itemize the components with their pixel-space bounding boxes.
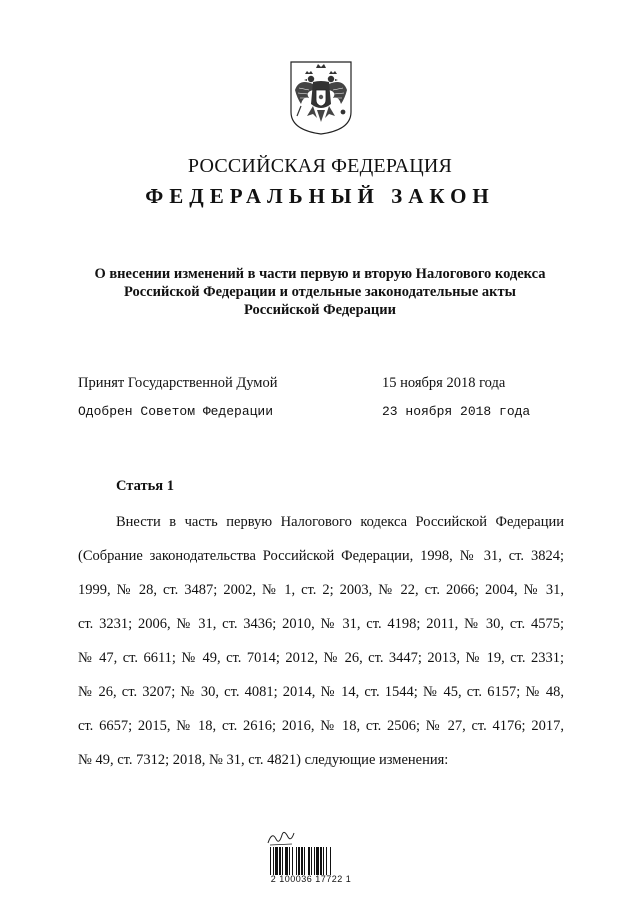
- article-line: (Собрание законодательства Российской Федерации, 1998, № 31, ст. 3824;: [78, 548, 564, 564]
- law-title-line: О внесении изменений в части первую и вторую Налогового кодекса: [94, 266, 546, 282]
- barcode-block: [256, 825, 366, 887]
- law-title-line: Российской Федерации: [243, 302, 396, 318]
- date-row-duma: [78, 375, 578, 404]
- law-kind-heading: ФЕДЕРАЛЬНЫЙ ЗАКОН: [145, 184, 495, 208]
- article-line: ст. 6657; 2015, № 18, ст. 2616; 2016, № 18, ст. 2506; № 27, ст. 4176; 2017,: [78, 718, 564, 734]
- coat-of-arms-icon: [289, 60, 353, 136]
- country-name: РОССИЙСКАЯ ФЕДЕРАЦИЯ: [187, 155, 453, 177]
- law-title: [80, 265, 560, 319]
- article-heading: Статья 1: [116, 478, 174, 494]
- signature-mark-icon: [266, 825, 296, 847]
- adoption-dates: [78, 375, 578, 433]
- date-value: 15 ноября 2018 года: [382, 375, 506, 391]
- law-title-line: Российской Федерации и отдельные законодательные акты: [124, 284, 516, 300]
- date-label: Принят Государственной Думой: [78, 375, 278, 391]
- date-label: Одобрен Советом Федерации: [78, 404, 274, 419]
- article-line: № 47, ст. 6611; № 49, ст. 7014; 2012, № 26, ст. 3447; 2013, № 19, ст. 2331;: [78, 650, 564, 666]
- date-row-council: [78, 404, 578, 433]
- article-body: [78, 505, 564, 777]
- article-line: 1999, № 28, ст. 3487; 2002, № 1, ст. 2; 2003, № 22, ст. 2066; 2004, № 31,: [78, 582, 564, 598]
- barcode-icon: [270, 847, 354, 875]
- article-line: № 26, ст. 3207; № 30, ст. 4081; 2014, № 14, ст. 1544; № 45, ст. 6157; № 48,: [78, 684, 564, 700]
- article-line: Внести в часть первую Налогового кодекса Российской Федерации: [116, 514, 564, 530]
- barcode-number: 2 100036 17722 1: [270, 874, 352, 884]
- date-value: 23 ноября 2018 года: [382, 404, 531, 419]
- article-line: ст. 3231; 2006, № 31, ст. 3436; 2010, № 31, ст. 4198; 2011, № 30, ст. 4575;: [78, 616, 564, 632]
- article-line: № 49, ст. 7312; 2018, № 31, ст. 4821) следующие изменения:: [78, 752, 449, 768]
